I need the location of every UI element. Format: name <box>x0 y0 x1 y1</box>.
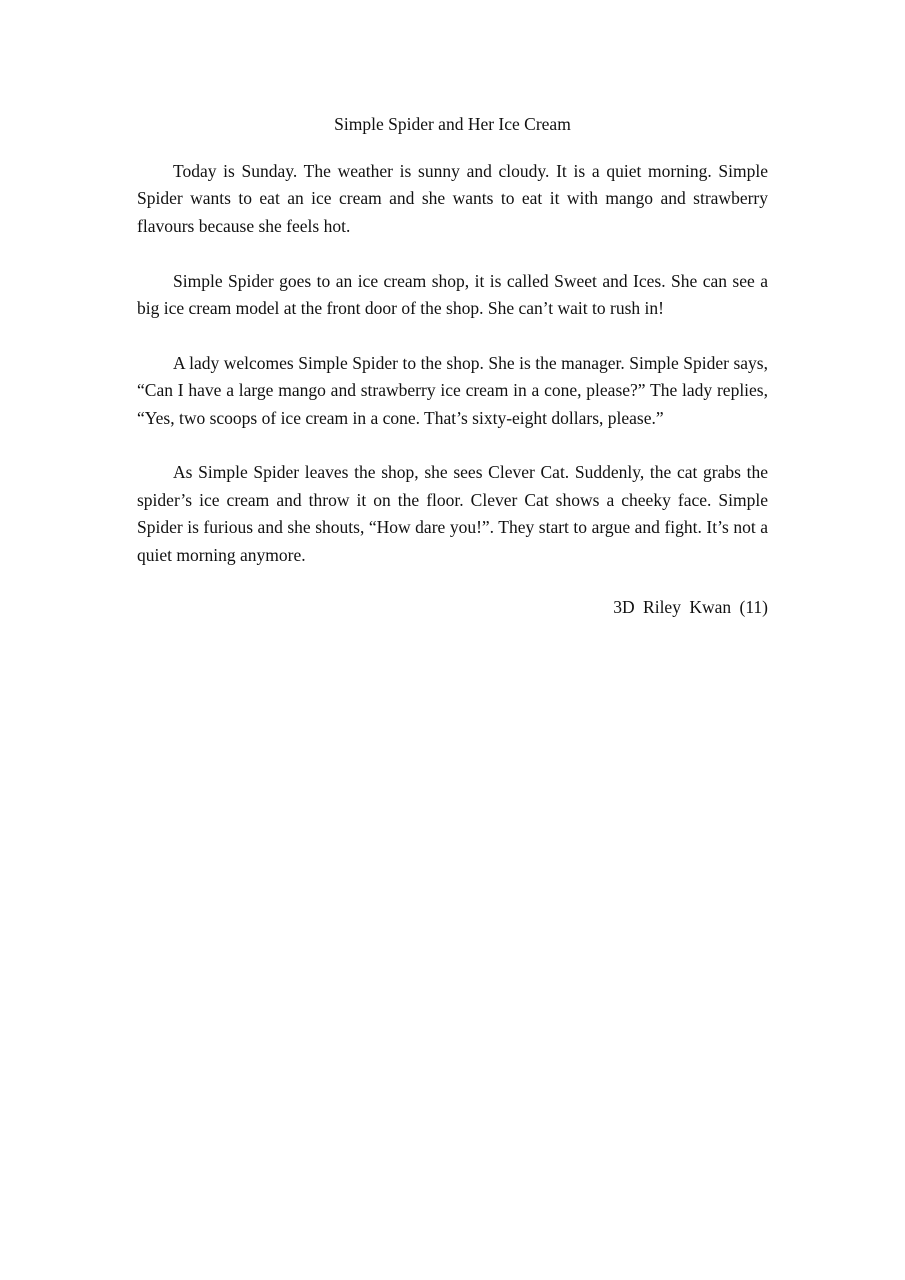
author-signature: 3D Riley Kwan (11) <box>613 597 768 618</box>
paragraph-1: Today is Sunday. The weather is sunny and cloudy. It is a quiet morning. Simple Spider wants to eat an ice cream and she wants to eat it with mango and strawberry flavours because she feels hot. <box>137 161 768 236</box>
paragraph-2: Simple Spider goes to an ice cream shop, it is called Sweet and Ices. She can see a big ice cream model at the front door of the shop. She can’t wait to rush in! <box>137 270 768 319</box>
paragraph-4: As Simple Spider leaves the shop, she sees Clever Cat. Suddenly, the cat grabs the spider’s ice cream and throw it on the floor. Clever Cat shows a cheeky face. Simple Spider is furious and she shouts, “How dare you!”. They start to argue and fight. It’s not a quiet morning anymore. <box>137 462 768 565</box>
document-page <box>137 113 768 622</box>
story-title: Simple Spider and Her Ice Cream <box>334 114 571 134</box>
paragraph-3: A lady welcomes Simple Spider to the shop. She is the manager. Simple Spider says, “Can I have a large mango and strawberry ice cream in a cone, please?” The lady replies, “Yes, two scoops of ice cream in a cone. That’s sixty-eight dollars, please.” <box>137 352 768 428</box>
